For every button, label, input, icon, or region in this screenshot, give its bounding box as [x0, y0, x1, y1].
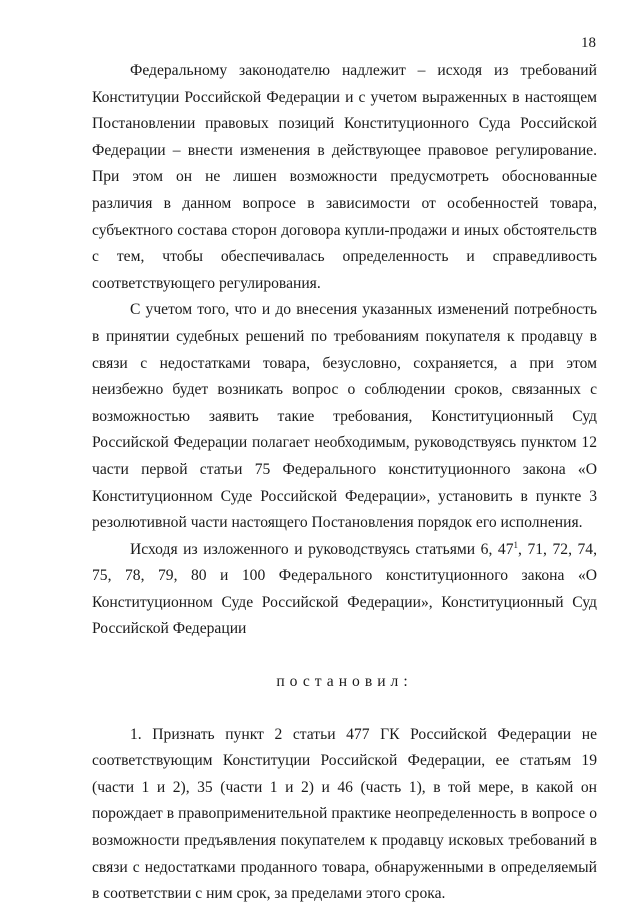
paragraph-execution-order: С учетом того, что и до внесения указанных изменений потребность в принятии судебных решений по требованиям покупателя к продавцу в связи с недостатками товара, безусловно, сохраняется, а при этом неизбежно будет возникать вопрос о соблюдении сроков, связанных с возможностью заявить такие требования, Конституционный Суд Российской Федерации полагает необходимым, руководствуясь пунктом 12 части первой статьи 75 Федерального конституционного закона «О Конституционном Суде Российской Федерации», установить в пункте 3 резолютивной части настоящего Постановления порядок его исполнения.	[92, 301, 597, 532]
paragraph-legal-basis	[92, 537, 597, 643]
section-spacer	[92, 643, 597, 669]
decision-heading: постановил:	[276, 673, 413, 691]
article-superscript: 1	[513, 539, 518, 550]
legal-basis-text-start: Исходя из изложенного и руководствуясь статьями 6, 47	[130, 540, 514, 558]
paragraph-legislator-obligation: Федеральному законодателю надлежит – исходя из требований Конституции Российской Федерации и с учетом выраженных в настоящем Постановлении правовых позиций Конституционного Суда Российской Федерации – внести изменения в действующее правовое регулирование. При этом он не лишен возможности предусмотреть обоснованные различия в данном вопросе в зависимости от особенностей товара, субъектного состава сторон договора купли-продажи и иных обстоятельств с тем, чтобы обеспечивалась определенность и справедливость соответствующего регулирования.	[92, 62, 597, 292]
document-body	[92, 58, 597, 908]
legal-basis-text-end: , 71, 72, 74, 75, 78, 79, 80 и 100 Федерального конституционного закона «О Конституционном Суде Российской Федерации», Конституционный Суд Российской Федерации	[92, 540, 598, 638]
paragraph-ruling-item-1: 1. Признать пункт 2 статьи 477 ГК Российской Федерации не соответствующим Конституции Российской Федерации, ее статьям 19 (части 1 и 2), 35 (части 1 и 2) и 46 (часть 1), в той мере, в какой он порождает в правоприменительной практике неопределенность в вопросе о возможности предъявления покупателем к продавцу исковых требований в связи с недостатками проданного товара, обнаруженными в определяемый в соответствии с ним срок, за пределами этого срока.	[92, 725, 597, 903]
section-spacer-2	[92, 696, 597, 722]
page-number: 18	[581, 35, 596, 51]
